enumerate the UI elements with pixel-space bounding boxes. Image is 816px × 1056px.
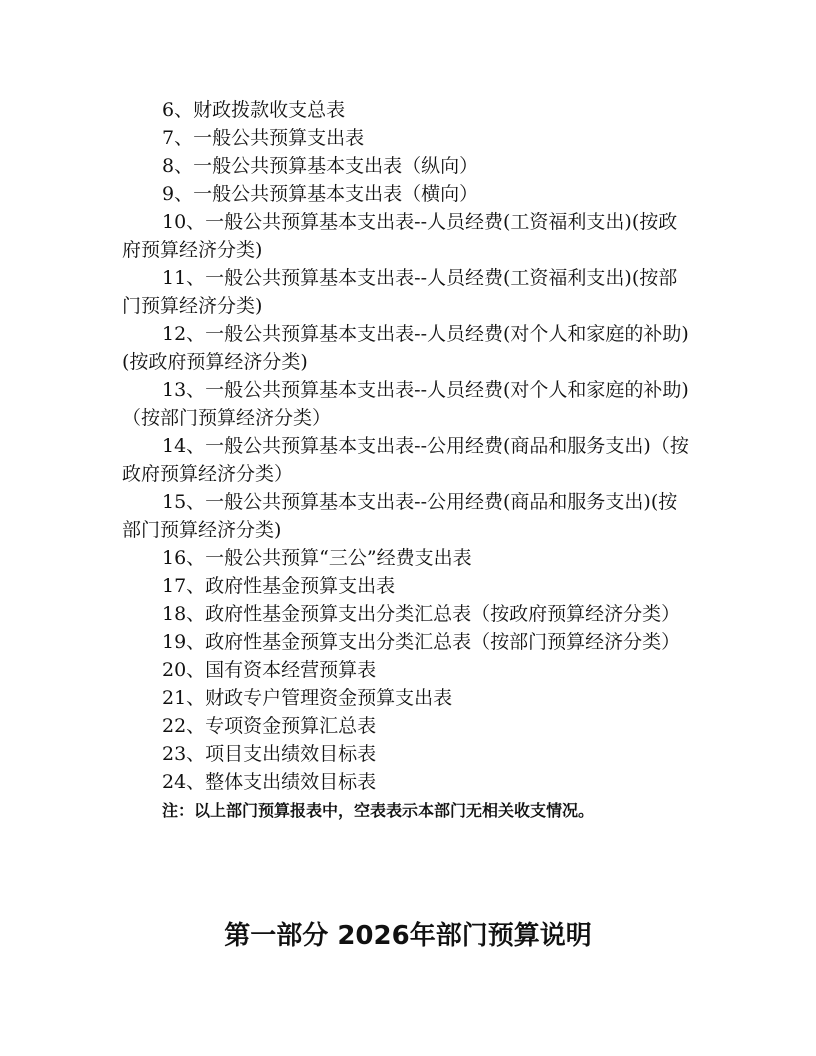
section-title: 第一部分 2026年部门预算说明	[224, 921, 592, 951]
toc-item: 12、一般公共预算基本支出表--人员经费(对个人和家庭的补助)(按政府预算经济分类)	[122, 323, 689, 373]
toc-item: 18、政府性基金预算支出分类汇总表（按政府预算经济分类）	[162, 603, 681, 625]
toc-item: 11、一般公共预算基本支出表--人员经费(工资福利支出)(按部门预算经济分类)	[122, 267, 678, 317]
toc-item: 7、一般公共预算支出表	[162, 127, 365, 149]
toc-item: 9、一般公共预算基本支出表（横向）	[162, 183, 479, 205]
toc-item: 10、一般公共预算基本支出表--人员经费(工资福利支出)(按政府预算经济分类)	[122, 211, 678, 261]
toc-item: 13、一般公共预算基本支出表--人员经费(对个人和家庭的补助)（按部门预算经济分类）	[122, 379, 689, 429]
toc-item: 20、国有资本经营预算表	[162, 659, 377, 681]
toc-item: 6、财政拨款收支总表	[162, 99, 346, 121]
toc-note: 注：以上部门预算报表中，空表表示本部门无相关收支情况。	[162, 801, 595, 820]
toc-item: 23、项目支出绩效目标表	[162, 743, 377, 765]
toc-item: 22、专项资金预算汇总表	[162, 715, 377, 737]
toc-item: 14、一般公共预算基本支出表--公用经费(商品和服务支出)（按政府预算经济分类）	[122, 435, 689, 485]
table-of-contents	[122, 96, 692, 824]
toc-item: 17、政府性基金预算支出表	[162, 575, 396, 597]
toc-item: 24、整体支出绩效目标表	[162, 771, 377, 793]
toc-item: 15、一般公共预算基本支出表--公用经费(商品和服务支出)(按部门预算经济分类)	[122, 491, 678, 541]
toc-item: 8、一般公共预算基本支出表（纵向）	[162, 155, 479, 177]
toc-item: 16、一般公共预算“三公”经费支出表	[162, 547, 472, 569]
toc-item: 21、财政专户管理资金预算支出表	[162, 687, 453, 709]
toc-item: 19、政府性基金预算支出分类汇总表（按部门预算经济分类）	[162, 631, 681, 653]
